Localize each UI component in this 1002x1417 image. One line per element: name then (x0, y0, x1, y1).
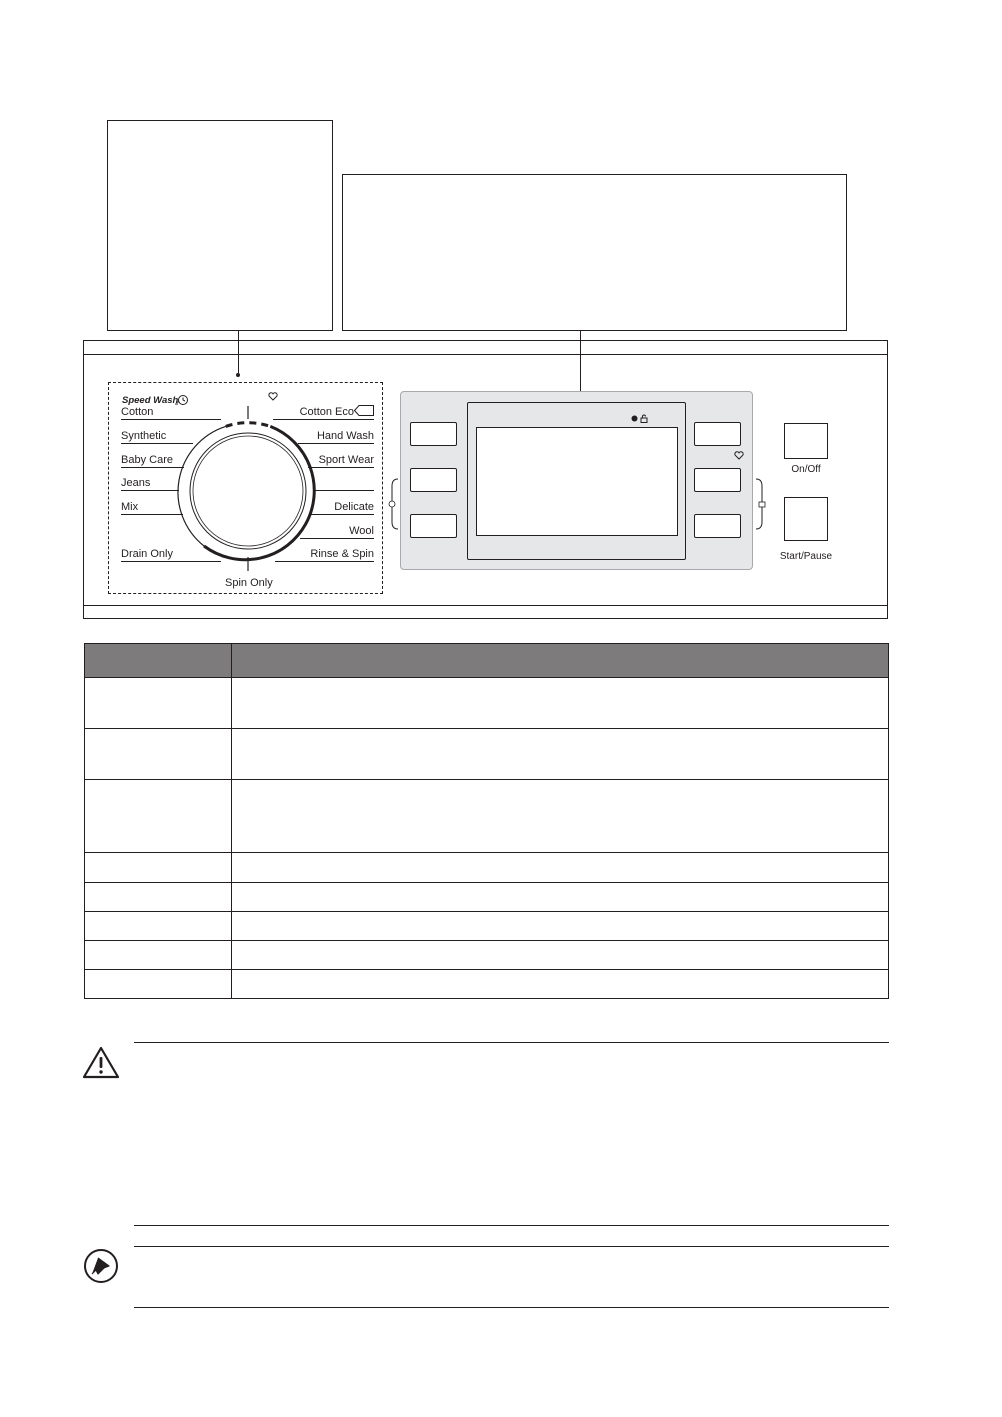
display-callout-box (342, 174, 847, 331)
table-cell (232, 970, 889, 999)
table-row (85, 912, 889, 941)
program-spin-only[interactable]: Spin Only (225, 577, 273, 589)
table-header-row (85, 644, 889, 678)
warning-icon (82, 1046, 120, 1079)
dial-callout-box (107, 120, 333, 331)
table-row (85, 970, 889, 999)
start-pause-label: Start/Pause (779, 551, 833, 562)
on-off-button[interactable] (784, 423, 828, 459)
panel-top-divider (84, 354, 887, 355)
table-row (85, 941, 889, 970)
table-cell (85, 678, 232, 729)
program-drain-only[interactable]: Drain Only (121, 548, 173, 560)
table-cell (85, 883, 232, 912)
table-header-cell-1 (85, 644, 232, 678)
program-rinse-spin[interactable]: Rinse & Spin (310, 548, 374, 560)
table-row (85, 853, 889, 883)
note-bottom-rule (134, 1307, 889, 1308)
table-cell (232, 853, 889, 883)
table-row (85, 678, 889, 729)
option-button-left-1[interactable] (410, 422, 457, 446)
panel-bottom-divider (84, 605, 887, 606)
caution-top-rule (134, 1042, 889, 1043)
option-button-left-3[interactable] (410, 514, 457, 538)
speed-wash-icon (175, 394, 189, 406)
program-mix[interactable]: Mix (121, 501, 139, 513)
pin-icon (83, 1248, 119, 1284)
right-bracket-icon (754, 478, 768, 530)
table-cell (85, 970, 232, 999)
table-row (85, 883, 889, 912)
table-cell (232, 912, 889, 941)
control-legend-table (84, 643, 889, 999)
table-row (85, 780, 889, 853)
note-top-rule (134, 1246, 889, 1247)
table-cell (232, 780, 889, 853)
program-wool[interactable]: Wool (349, 525, 374, 537)
heart-icon (268, 392, 278, 401)
caution-bottom-rule (134, 1225, 889, 1226)
eco-tag-icon (354, 405, 374, 416)
program-cotton-eco[interactable]: Cotton Eco (299, 406, 354, 418)
table-cell (85, 912, 232, 941)
child-lock-icon (640, 414, 648, 423)
speed-wash-label: Speed Wash (122, 395, 179, 406)
program-hand-wash[interactable]: Hand Wash (316, 430, 374, 442)
program-sport-wear[interactable]: Sport Wear (318, 454, 374, 466)
program-jeans[interactable]: Jeans (121, 477, 151, 489)
on-off-label: On/Off (791, 464, 821, 475)
table-cell (232, 729, 889, 780)
table-cell (232, 941, 889, 970)
program-dial[interactable] (168, 406, 328, 572)
table-header-cell-2 (232, 644, 889, 678)
option-button-right-1[interactable] (694, 422, 741, 446)
table-cell (232, 678, 889, 729)
program-cotton[interactable]: Cotton (121, 406, 154, 418)
option-button-right-3[interactable] (694, 514, 741, 538)
program-baby-care[interactable]: Baby Care (121, 454, 173, 466)
lcd-screen (476, 427, 678, 536)
table-row (85, 729, 889, 780)
left-bracket-icon (388, 478, 400, 530)
table-cell (85, 780, 232, 853)
table-cell (85, 941, 232, 970)
start-pause-button[interactable] (784, 497, 828, 541)
program-synthetic[interactable]: Synthetic (121, 430, 167, 442)
bubble-icon (630, 415, 639, 422)
program-delicate[interactable]: Delicate (334, 501, 374, 513)
table-cell (85, 853, 232, 883)
heart-icon (734, 451, 744, 460)
option-button-right-2[interactable] (694, 468, 741, 492)
option-button-left-2[interactable] (410, 468, 457, 492)
table-cell (85, 729, 232, 780)
table-cell (232, 883, 889, 912)
